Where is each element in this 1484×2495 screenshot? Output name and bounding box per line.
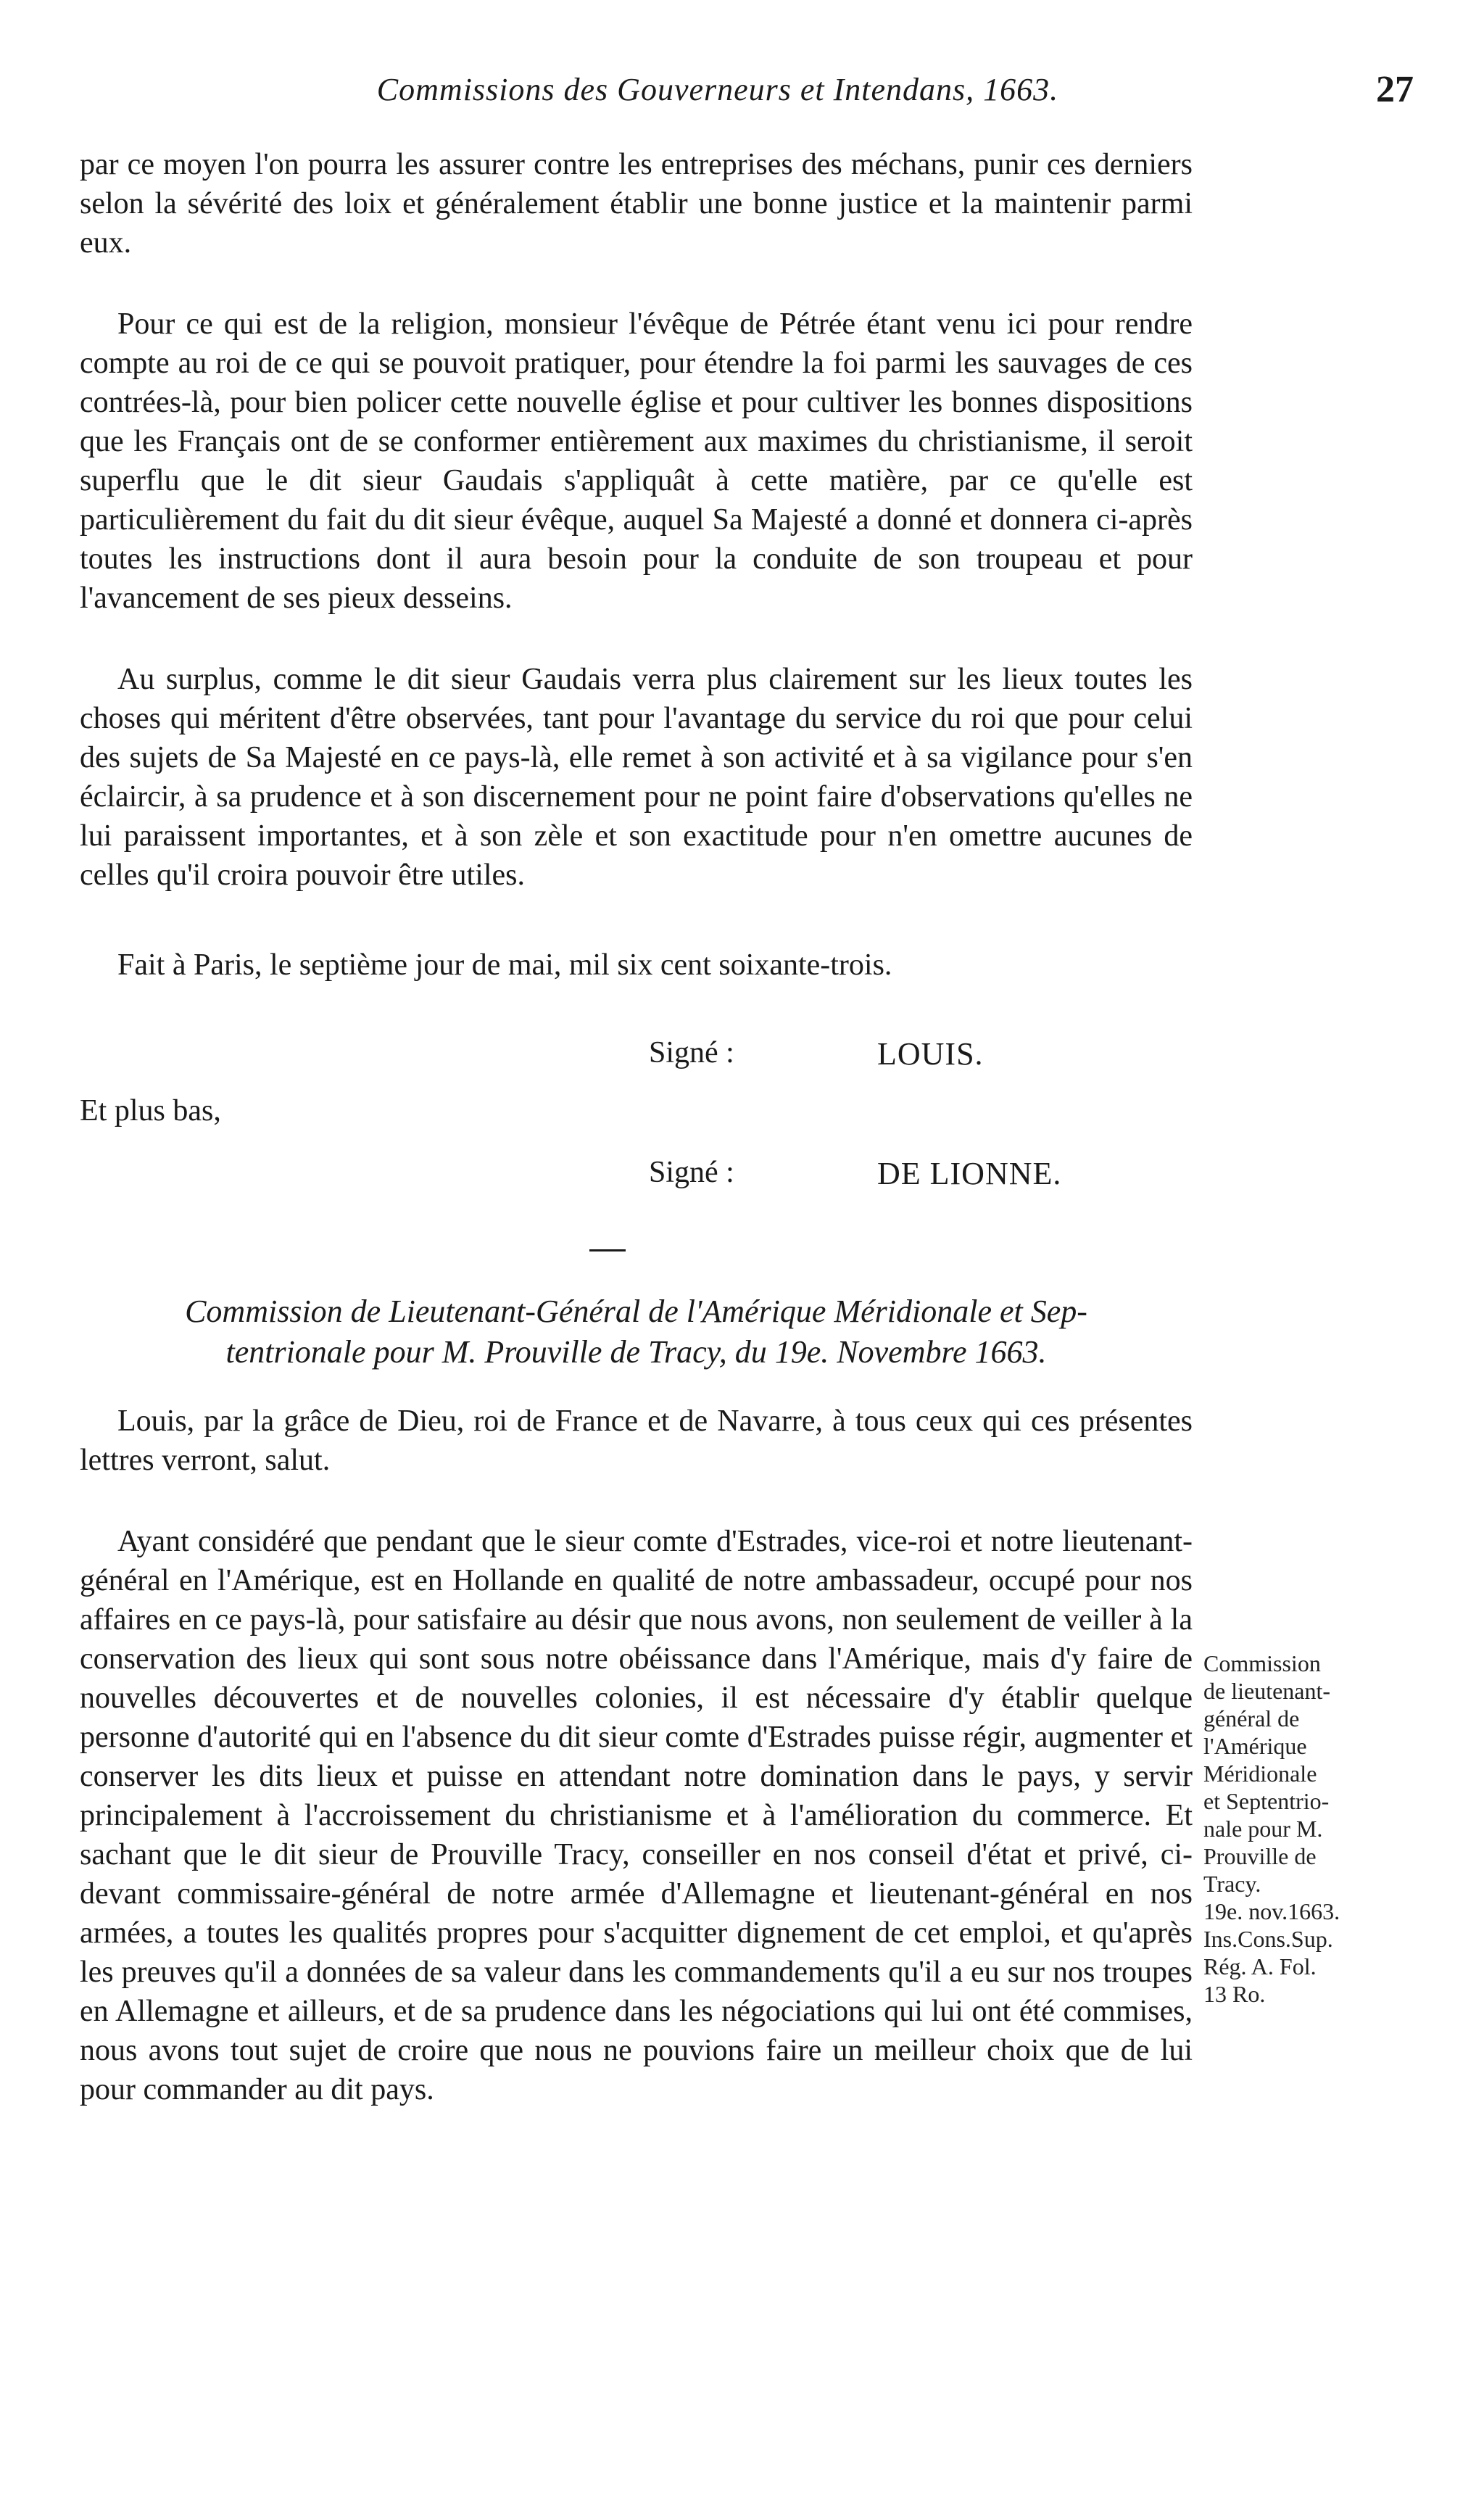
paragraph-surplus: Au surplus, comme le dit sieur Gaudais verra plus clairement sur les lieux toutes les choses qui méritent d'être observées, tant pour l'avantage du service du roi que pour celui des sujets de Sa Majesté en ce pays-là, elle remet à son activité et à sa vigilance pour s'en éclaircir, à sa prudence et à son discernement pour ne point faire d'observations qu'elles ne lui paraissent importantes, et à son zèle et son exactitude pour n'en omettre aucunes de celles qu'il croira pouvoir être utiles. [80, 663, 1193, 892]
signature-label-2: Signé : [649, 1156, 734, 1189]
signature-name-louis: LOUIS. [877, 1036, 984, 1072]
margin-note-line: Méridionale [1203, 1760, 1317, 1787]
margin-note-line: 13 Ro. [1203, 1981, 1266, 2007]
margin-note-line: Ins.Cons.Sup. [1203, 1926, 1333, 1952]
margin-note-line: 19e. nov.1663. [1203, 1898, 1340, 1924]
paragraph-ayant-considere: Ayant considéré que pendant que le sieur comte d'Estrades, vice-roi et notre lieutenant-général en l'Amérique, est en Hollande en qualité de notre ambassadeur, occupé pour nos affaires en ce pays-là, pour satisfaire au désir que nous avons, non seulement de veiller à la conservation des lieux qui sont sous notre obéissance dans l'Amérique, mais d'y faire de nouvelles découvertes et de nouvelles colonies, il est nécessaire d'y établir quelque personne d'autorité qui en l'absence du dit sieur comte d'Estrades puisse régir, augmenter et conserver les dits lieux et puisse en attendant notre domination dans le pays, y servir principalement à l'accroissement du christianisme et à l'amélioration du commerce. Et sachant que le dit sieur de Prouville Tracy, conseiller en nos conseil d'état et privé, ci-devant commissaire-général de notre armée d'Allemagne et lieutenant-général en nos armées, a toutes les qualités propres pour s'acquitter dignement de cet emploi, et qu'après les preuves qu'il a données de sa valeur dans les commandements qu'il a eu sur nos troupes en Allemagne et ailleurs, et de sa prudence dans les négociations qui lui ont été commises, nous avons tout sujet de croire que nous ne pouvions faire un meilleur choix que de lui pour commander au dit pays. [80, 1525, 1193, 2106]
signature-block [80, 1006, 1193, 1191]
margin-note [1203, 1650, 1406, 2008]
margin-note-line: de lieutenant- [1203, 1678, 1331, 1704]
page-number: 27 [1376, 69, 1414, 110]
margin-note-line: l'Amérique [1203, 1733, 1307, 1759]
commission-title-line-1: Commission de Lieutenant-Général de l'Amérique Méridionale et Sep- [185, 1294, 1087, 1329]
text-column [80, 145, 1193, 2109]
dateline: Fait à Paris, le septième jour de mai, mil six cent soixante-trois. [117, 948, 892, 982]
commission-title-line-2: tentrionale pour M. Prouville de Tracy, du 19e. Novembre 1663. [225, 1334, 1047, 1370]
section-divider [589, 1249, 626, 1251]
margin-note-line: Commission [1203, 1650, 1321, 1676]
et-plus-bas: Et plus bas, [80, 1094, 221, 1127]
signature-name-de-lionne: DE LIONNE. [877, 1156, 1062, 1191]
commission-title [80, 1291, 1193, 1373]
running-title: Commissions des Gouverneurs et Intendans, 1663. [376, 72, 1059, 107]
signature-label-1: Signé : [649, 1036, 734, 1069]
paragraph-1: par ce moyen l'on pourra les assurer contre les entreprises des méchans, punir ces derniers selon la sévérité des loix et généralement établir une bonne justice et la maintenir parmi eux. [80, 148, 1193, 260]
margin-note-line: et Septentrio- [1203, 1788, 1330, 1814]
margin-note-line: Rég. A. Fol. [1203, 1953, 1317, 1979]
margin-note-line: Tracy. [1203, 1871, 1261, 1897]
margin-note-line: Prouville de [1203, 1843, 1317, 1869]
paragraph-louis-salut: Louis, par la grâce de Dieu, roi de France et de Navarre, à tous ceux qui ces présentes lettres verront, salut. [80, 1404, 1193, 1477]
margin-note-line: nale pour M. [1203, 1816, 1323, 1842]
margin-note-line: général de [1203, 1705, 1300, 1731]
paragraph-religion: Pour ce qui est de la religion, monsieur l'évêque de Pétrée étant venu ici pour rendre compte au roi de ce qui se pouvoit pratiquer, pour étendre la foi parmi les sauvages de ces contrées-là, pour bien policer cette nouvelle église et pour cultiver les bonnes dispositions que les Français ont de se conformer entièrement aux maximes du christianisme, il seroit superflu que le dit sieur Gaudais s'appliquât à cette matière, par ce qu'elle est particulièrement du fait du dit sieur évêque, auquel Sa Majesté a donné et donnera ci-après toutes les instructions dont il aura besoin pour la conduite de son troupeau et pour l'avancement de ses pieux desseins. [80, 307, 1193, 615]
page-header [80, 71, 1428, 129]
